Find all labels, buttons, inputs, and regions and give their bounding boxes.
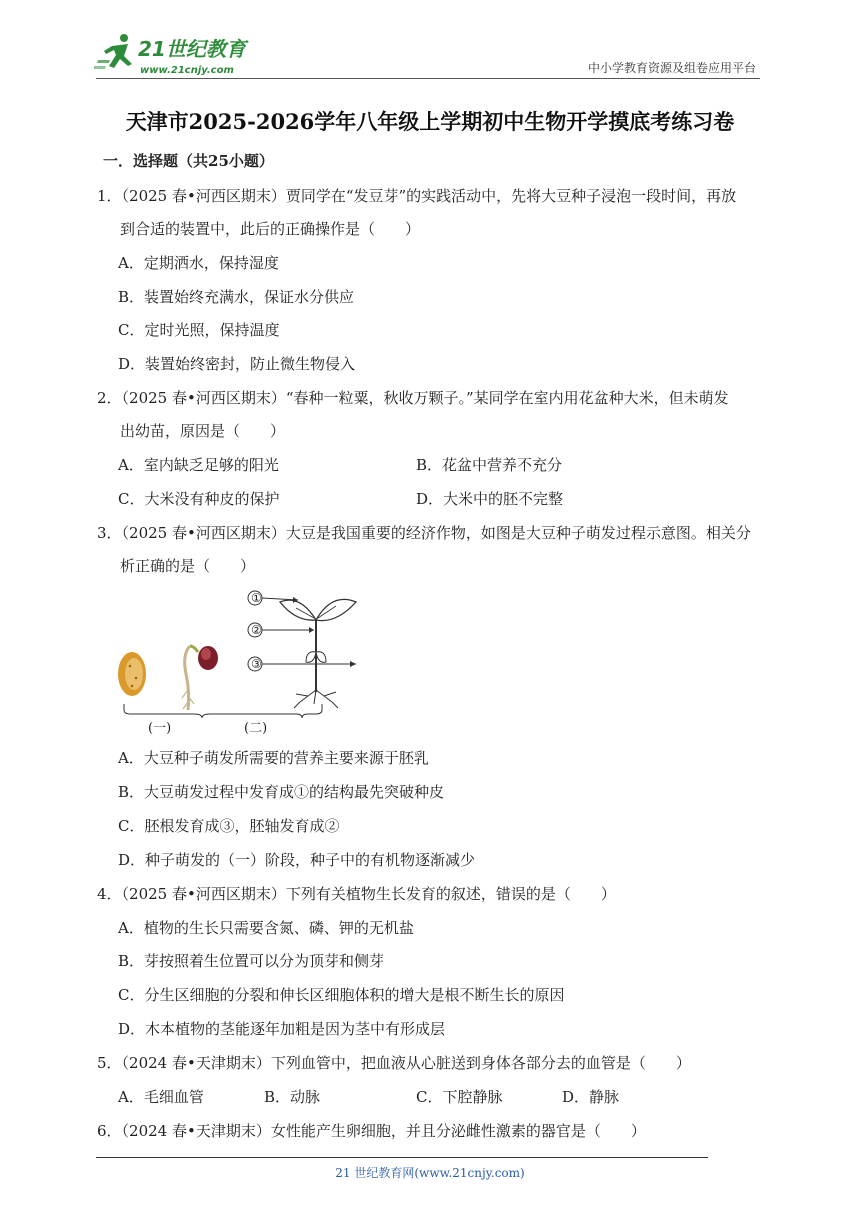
footer-link[interactable]: 21 世纪教育网(www.21cnjy.com) (335, 1166, 525, 1180)
question-1-option-b: B．装置始终充满水，保证水分供应 (118, 288, 355, 306)
question-3-option-d: D．种子萌发的（一）阶段，种子中的有机物逐渐减少 (118, 851, 476, 869)
seedling (280, 599, 356, 708)
question-5-option-c: C．下腔静脉 (416, 1088, 503, 1106)
question-4-stem: 4．（2025 春•河西区期末）下列有关植物生长发育的叙述，错误的是（ ） (97, 885, 616, 903)
stage-two-label: (二) (244, 721, 268, 736)
question-1-stem: 1．（2025 春•河西区期末）贾同学在“发豆芽”的实践活动中，先将大豆种子浸泡一段时间，再放 (97, 187, 737, 205)
soaked-seed (118, 652, 146, 696)
svg-text:②: ② (251, 623, 262, 637)
svg-text:21世纪教育: 21世纪教育 (138, 37, 246, 61)
site-logo (94, 32, 264, 78)
header-divider (96, 78, 760, 79)
question-3-stem-cont: 析正确的是（ ） (120, 557, 256, 575)
bean-germination-figure (110, 582, 372, 738)
svg-text:www.21cnjy.com: www.21cnjy.com (140, 65, 234, 76)
question-5-option-b: B．动脉 (264, 1088, 321, 1106)
question-4-option-c: C．分生区细胞的分裂和伸长区细胞体积的增大是根不断生长的原因 (118, 986, 565, 1004)
question-3-stem: 3．（2025 春•河西区期末）大豆是我国重要的经济作物，如图是大豆种子萌发过程示意图。相关分 (97, 524, 751, 542)
question-2-option-a: A．室内缺乏足够的阳光 (118, 456, 279, 474)
question-1-option-d: D．装置始终密封，防止微生物侵入 (118, 355, 356, 373)
question-4-option-b: B．芽按照着生位置可以分为顶芽和侧芽 (118, 952, 385, 970)
stage-brackets (124, 704, 322, 718)
question-1-option-a: A．定期洒水，保持湿度 (118, 254, 279, 272)
question-5-option-a: A．毛细血管 (118, 1088, 204, 1106)
question-1-stem-cont: 到合适的装置中，此后的正确操作是（ ） (120, 220, 421, 238)
page-title: 天津市2025-2026学年八年级上学期初中生物开学摸底考练习卷 (125, 109, 735, 134)
svg-text:③: ③ (251, 657, 262, 671)
question-5-option-d: D．静脉 (562, 1088, 620, 1106)
question-1-option-c: C．定时光照，保持温度 (118, 321, 280, 339)
section-heading: 一．选择题（共25小题） (103, 152, 274, 170)
germinating-seed (182, 646, 218, 710)
question-4-option-a: A．植物的生长只需要含氮、磷、钾的无机盐 (118, 919, 414, 937)
question-4-option-d: D．木本植物的茎能逐年加粗是因为茎中有形成层 (118, 1020, 446, 1038)
question-2-option-b: B．花盆中营养不充分 (416, 456, 563, 474)
question-2-stem: 2．（2025 春•河西区期末）“春种一粒粟，秋收万颗子。”某同学在室内用花盆种大米，但未萌发 (97, 389, 729, 407)
question-2-option-c: C．大米没有种皮的保护 (118, 490, 280, 508)
question-2-option-d: D．大米中的胚不完整 (416, 490, 564, 508)
stage-one-label: (一) (148, 721, 172, 736)
question-2-stem-cont: 出幼苗，原因是（ ） (120, 422, 286, 440)
svg-text:①: ① (251, 591, 262, 605)
platform-slogan: 中小学教育资源及组卷应用平台 (587, 61, 756, 75)
page-header (0, 0, 860, 84)
question-5-stem: 5．（2024 春•天津期末）下列血管中，把血液从心脏送到身体各部分去的血管是（ ） (97, 1054, 691, 1072)
question-3-option-c: C．胚根发育成③，胚轴发育成② (118, 817, 340, 835)
footer-divider (96, 1157, 708, 1158)
question-3-option-a: A．大豆种子萌发所需要的营养主要来源于胚乳 (118, 749, 429, 767)
question-6-stem: 6．（2024 春•天津期末）女性能产生卵细胞，并且分泌雌性激素的器官是（ ） (97, 1122, 646, 1140)
question-3-option-b: B．大豆萌发过程中发育成①的结构最先突破种皮 (118, 783, 445, 801)
